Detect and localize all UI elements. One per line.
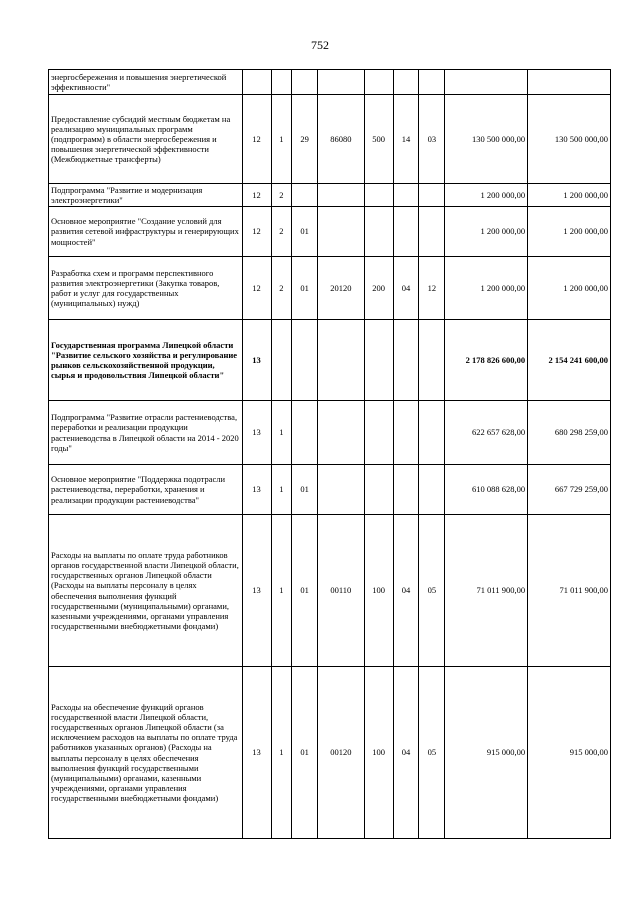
item-name: Подпрограмма "Развитие и модернизация электроэнергетики" (49, 184, 243, 207)
code-section (393, 465, 419, 515)
code-event: 01 (292, 667, 318, 839)
table-body (49, 70, 611, 839)
code-event: 29 (292, 95, 318, 184)
code-subsection: 03 (419, 95, 445, 184)
code-subsection: 05 (419, 515, 445, 667)
page-number: 752 (311, 38, 329, 52)
table-row (49, 401, 611, 465)
amount-year-2: 71 011 900,00 (528, 515, 611, 667)
code-subsection: 05 (419, 667, 445, 839)
table-row (49, 667, 611, 839)
table-row (49, 70, 611, 95)
code-direction (318, 465, 365, 515)
amount-year-1: 71 011 900,00 (445, 515, 528, 667)
code-program: 12 (242, 95, 271, 184)
code-program: 12 (242, 257, 271, 320)
code-subsection (419, 320, 445, 401)
table-row (49, 184, 611, 207)
amount-year-1: 130 500 000,00 (445, 95, 528, 184)
table-row (49, 207, 611, 257)
amount-year-1: 1 200 000,00 (445, 184, 528, 207)
amount-year-2: 130 500 000,00 (528, 95, 611, 184)
code-expense-type (364, 465, 393, 515)
code-direction (318, 401, 365, 465)
code-expense-type (364, 207, 393, 257)
item-name: Государственная программа Липецкой области "Развитие сельского хозяйства и регулирование рынков сельскохозяйственной продукции, сырья и продовольствия Липецкой области" (49, 320, 243, 401)
code-section (393, 70, 419, 95)
code-expense-type: 100 (364, 515, 393, 667)
code-program: 13 (242, 465, 271, 515)
item-name: Расходы на выплаты по оплате труда работников органов государственной власти Липецкой области, государственных органов Липецкой области (Расходы на выплаты персоналу в целях обеспечения выполнения функций государственными (муниципальными) органами, казенными учреждениями, органами управления государственными внебюджетными фондами) (49, 515, 243, 667)
code-subsection (419, 207, 445, 257)
code-direction: 20120 (318, 257, 365, 320)
budget-table (48, 69, 611, 839)
table-row (49, 320, 611, 401)
item-name: Разработка схем и программ перспективного развития электроэнергетики (Закупка товаров, работ и услуг для государственных (муниципальных) нужд) (49, 257, 243, 320)
amount-year-1: 622 657 628,00 (445, 401, 528, 465)
code-section (393, 184, 419, 207)
code-direction (318, 207, 365, 257)
table-row (49, 95, 611, 184)
code-subprogram: 1 (271, 401, 292, 465)
code-expense-type: 100 (364, 667, 393, 839)
amount-year-2: 1 200 000,00 (528, 207, 611, 257)
code-section (393, 320, 419, 401)
code-expense-type: 500 (364, 95, 393, 184)
item-name: Расходы на обеспечение функций органов государственной власти Липецкой области, государственных органов Липецкой области (за исключением расходов на выплаты по оплате труда работников указанных органов) (Расходы на выплаты персоналу в целях обеспечения выполнения функций государственными (муниципальными) органами, казенными учреждениями, органами управления государственными внебюджетными фондами) (49, 667, 243, 839)
code-subprogram (271, 320, 292, 401)
code-section: 14 (393, 95, 419, 184)
table-row (49, 515, 611, 667)
code-expense-type: 200 (364, 257, 393, 320)
code-program (242, 70, 271, 95)
amount-year-1: 1 200 000,00 (445, 257, 528, 320)
amount-year-1 (445, 70, 528, 95)
code-event: 01 (292, 515, 318, 667)
code-event (292, 184, 318, 207)
code-event (292, 320, 318, 401)
code-direction (318, 184, 365, 207)
table-row (49, 465, 611, 515)
amount-year-2 (528, 70, 611, 95)
code-direction: 00120 (318, 667, 365, 839)
code-section: 04 (393, 667, 419, 839)
code-subprogram (271, 70, 292, 95)
code-event (292, 401, 318, 465)
table-row (49, 257, 611, 320)
code-expense-type (364, 401, 393, 465)
amount-year-2: 2 154 241 600,00 (528, 320, 611, 401)
code-program: 13 (242, 401, 271, 465)
amount-year-1: 1 200 000,00 (445, 207, 528, 257)
code-subprogram: 1 (271, 515, 292, 667)
code-program: 13 (242, 667, 271, 839)
code-section (393, 401, 419, 465)
code-subprogram: 2 (271, 184, 292, 207)
amount-year-1: 610 088 628,00 (445, 465, 528, 515)
code-event: 01 (292, 257, 318, 320)
code-subprogram: 2 (271, 257, 292, 320)
code-program: 13 (242, 515, 271, 667)
code-expense-type (364, 184, 393, 207)
item-name: Основное мероприятие "Поддержка подотрасли растениеводства, переработки, хранения и реализации продукции растениеводства" (49, 465, 243, 515)
code-subsection (419, 465, 445, 515)
code-section: 04 (393, 515, 419, 667)
code-event: 01 (292, 207, 318, 257)
code-program: 13 (242, 320, 271, 401)
amount-year-2: 1 200 000,00 (528, 257, 611, 320)
code-subprogram: 2 (271, 207, 292, 257)
code-subsection (419, 184, 445, 207)
code-subprogram: 1 (271, 465, 292, 515)
code-subprogram: 1 (271, 95, 292, 184)
item-name: Предоставление субсидий местным бюджетам на реализацию муниципальных программ (подпрограмм) в области энергосбережения и повышения энергетической эффективности (Межбюджетные трансферты) (49, 95, 243, 184)
amount-year-1: 915 000,00 (445, 667, 528, 839)
code-section: 04 (393, 257, 419, 320)
code-subsection (419, 70, 445, 95)
amount-year-2: 915 000,00 (528, 667, 611, 839)
amount-year-2: 1 200 000,00 (528, 184, 611, 207)
code-direction: 00110 (318, 515, 365, 667)
code-subprogram: 1 (271, 667, 292, 839)
amount-year-2: 667 729 259,00 (528, 465, 611, 515)
code-event (292, 70, 318, 95)
code-program: 12 (242, 207, 271, 257)
amount-year-1: 2 178 826 600,00 (445, 320, 528, 401)
code-expense-type (364, 320, 393, 401)
code-direction (318, 70, 365, 95)
code-expense-type (364, 70, 393, 95)
item-name: энергосбережения и повышения энергетической эффективности" (49, 70, 243, 95)
code-direction: 86080 (318, 95, 365, 184)
item-name: Основное мероприятие "Создание условий для развития сетевой инфраструктуры и генерирующих мощностей" (49, 207, 243, 257)
code-program: 12 (242, 184, 271, 207)
item-name: Подпрограмма "Развитие отрасли растениеводства, переработки и реализации продукции растениеводства в Липецкой области на 2014 - 2020 годы" (49, 401, 243, 465)
code-subsection (419, 401, 445, 465)
code-subsection: 12 (419, 257, 445, 320)
code-event: 01 (292, 465, 318, 515)
amount-year-2: 680 298 259,00 (528, 401, 611, 465)
code-section (393, 207, 419, 257)
code-direction (318, 320, 365, 401)
